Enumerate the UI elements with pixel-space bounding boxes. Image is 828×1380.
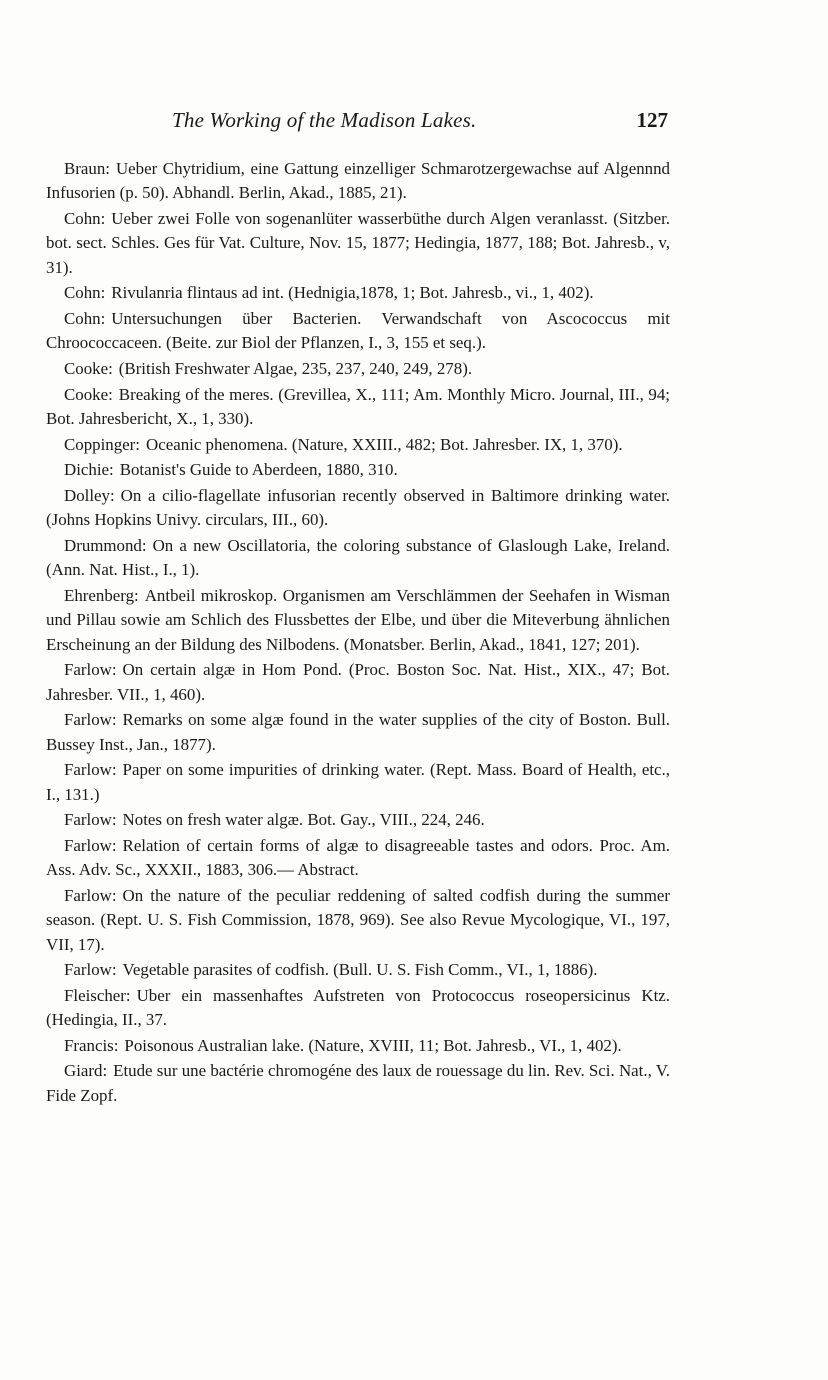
entry-text: Antbeil mikroskop. Organismen am Verschlämmen der Seehafen in Wisman und Pillau sowie am Schlich des Flussbettes der Elbe, und über die Miteverbung ähnlichen Erscheinung an der Bildung des Nilbodens. (Monatsber. Berlin, Akad., 1841, 127; 201). [46,585,670,654]
entry-author: Cohn: [64,283,106,303]
entry-text: Etude sur une bactérie chromogéne des laux de rouessage du lin. Rev. Sci. Nat., V. Fide Zopf. [46,1061,670,1105]
entry-text: Rivulanria flintaus ad int. (Hednigia,1878, 1; Bot. Jahresb., vi., 1, 402). [111,283,594,303]
entry-author: Drummond: [64,535,147,555]
bibliography-entry-cooke-2 [46,383,670,432]
entry-author: Farlow: [64,760,117,780]
bibliography-entry-farlow-2 [46,708,670,757]
entry-author: Dichie: [64,460,114,480]
bibliography-entry-ehrenberg [46,584,670,657]
entry-text: Breaking of the meres. (Grevillea, X., 111; Am. Monthly Micro. Journal, III., 94; Bot. Jahresbericht, X., 1, 330). [46,384,670,428]
entry-text: (British Freshwater Algae, 235, 237, 240, 249, 278). [118,359,473,378]
entry-text: Vegetable parasites of codfish. (Bull. U. S. Fish Comm., VI., 1, 1886). [122,960,598,980]
entry-text: On a new Oscillatoria, the coloring substance of Glaslough Lake, Ireland. (Ann. Nat. Hist., I., 1). [46,535,670,580]
bibliography-list [46,157,670,1109]
entry-text: On the nature of the peculiar reddening of salted codfish during the summer season. (Rept. U. S. Fish Commission, 1878, 969). See also Revue Mycologique, VI., 197, VII, 17). [46,885,670,954]
bibliography-entry-cohn-2 [46,281,670,305]
entry-author: Francis: [64,1035,119,1055]
running-title: The Working of the Madison Lakes. [172,108,477,132]
entry-author: Giard: [64,1061,108,1081]
entry-text: Notes on fresh water algæ. Bot. Gay., VIII., 224, 246. [122,810,485,830]
entry-author: Cohn: [64,309,106,328]
bibliography-entry-francis [46,1034,670,1058]
bibliography-entry-cohn-3 [46,307,670,356]
entry-author: Cooke: [64,384,113,404]
entry-author: Cooke: [64,359,113,378]
bibliography-entry-braun [46,157,670,206]
bibliography-entry-coppinger [46,433,670,457]
bibliography-entry-farlow-4 [46,808,670,832]
entry-author: Farlow: [64,660,117,680]
bibliography-entry-dolley [46,484,670,533]
entry-author: Cohn: [64,209,106,228]
entry-author: Braun: [64,159,110,178]
bibliography-entry-farlow-5 [46,834,670,883]
bibliography-entry-dichie [46,458,670,482]
entry-text: Uber ein massenhaftes Aufstreten von Protococcus roseopersicinus Ktz. (Hedingia, II., 37. [46,985,670,1030]
running-head [48,108,668,138]
entry-author: Farlow: [64,885,117,905]
bibliography-entry-giard [46,1059,670,1108]
entry-author: Dolley: [64,485,115,505]
bibliography-entry-drummond [46,534,670,583]
bibliography-entry-fleischer [46,984,670,1033]
page-number: 127 [636,108,668,132]
entry-text: Botanist's Guide to Aberdeen, 1880, 310. [119,460,398,480]
bibliography-entry-farlow-7 [46,958,670,982]
entry-text: Untersuchungen über Bacterien. Verwandschaft von Ascococcus mit Chroococcaceen. (Beite. zur Biol der Pflanzen, I., 3, 155 et seq.). [46,309,670,353]
entry-text: Paper on some impurities of drinking water. (Rept. Mass. Board of Health, etc., I., 131.) [46,760,670,804]
entry-text: Ueber zwei Folle von sogenanlüter wasserbüthe durch Algen veranlasst. (Sitzber. bot. sect. Schles. Ges für Vat. Culture, Nov. 15, 1877; Hedingia, 1877, 188; Bot. Jahresb., v, 31). [46,209,670,277]
entry-text: Oceanic phenomena. (Nature, XXIII., 482; Bot. Jahresber. IX, 1, 370). [146,434,623,454]
entry-text: Poisonous Australian lake. (Nature, XVIII, 11; Bot. Jahresb., VI., 1, 402). [124,1035,622,1055]
bibliography-entry-farlow-6 [46,884,670,957]
entry-text: Ueber Chytridium, eine Gattung einzelliger Schmarotzergewachse auf Algennnd Infusorien (p. 50). Abhandl. Berlin, Akad., 1885, 21). [46,159,670,203]
bibliography-entry-farlow-3 [46,758,670,807]
entry-author: Farlow: [64,710,117,730]
entry-author: Fleischer: [64,985,131,1005]
entry-text: On certain algæ in Hom Pond. (Proc. Boston Soc. Nat. Hist., XIX., 47; Bot. Jahresber. VII., 1, 460). [46,660,670,704]
bibliography-entry-cohn-1 [46,207,670,280]
entry-text: Relation of certain forms of algæ to disagreeable tastes and odors. Proc. Am. Ass. Adv. Sc., XXXII., 1883, 306.— Abstract. [46,835,670,880]
entry-author: Farlow: [64,810,117,830]
entry-text: Remarks on some algæ found in the water supplies of the city of Boston. Bull. Bussey Inst., Jan., 1877). [46,710,670,754]
entry-author: Farlow: [64,960,117,980]
bibliography-entry-farlow-1 [46,658,670,707]
bibliography-entry-cooke-1 [46,357,670,381]
entry-author: Farlow: [64,835,117,855]
entry-author: Coppinger: [64,434,140,454]
entry-author: Ehrenberg: [64,585,139,605]
entry-text: On a cilio-flagellate infusorian recently observed in Baltimore drinking water. (Johns Hopkins Univy. circulars, III., 60). [46,485,670,530]
